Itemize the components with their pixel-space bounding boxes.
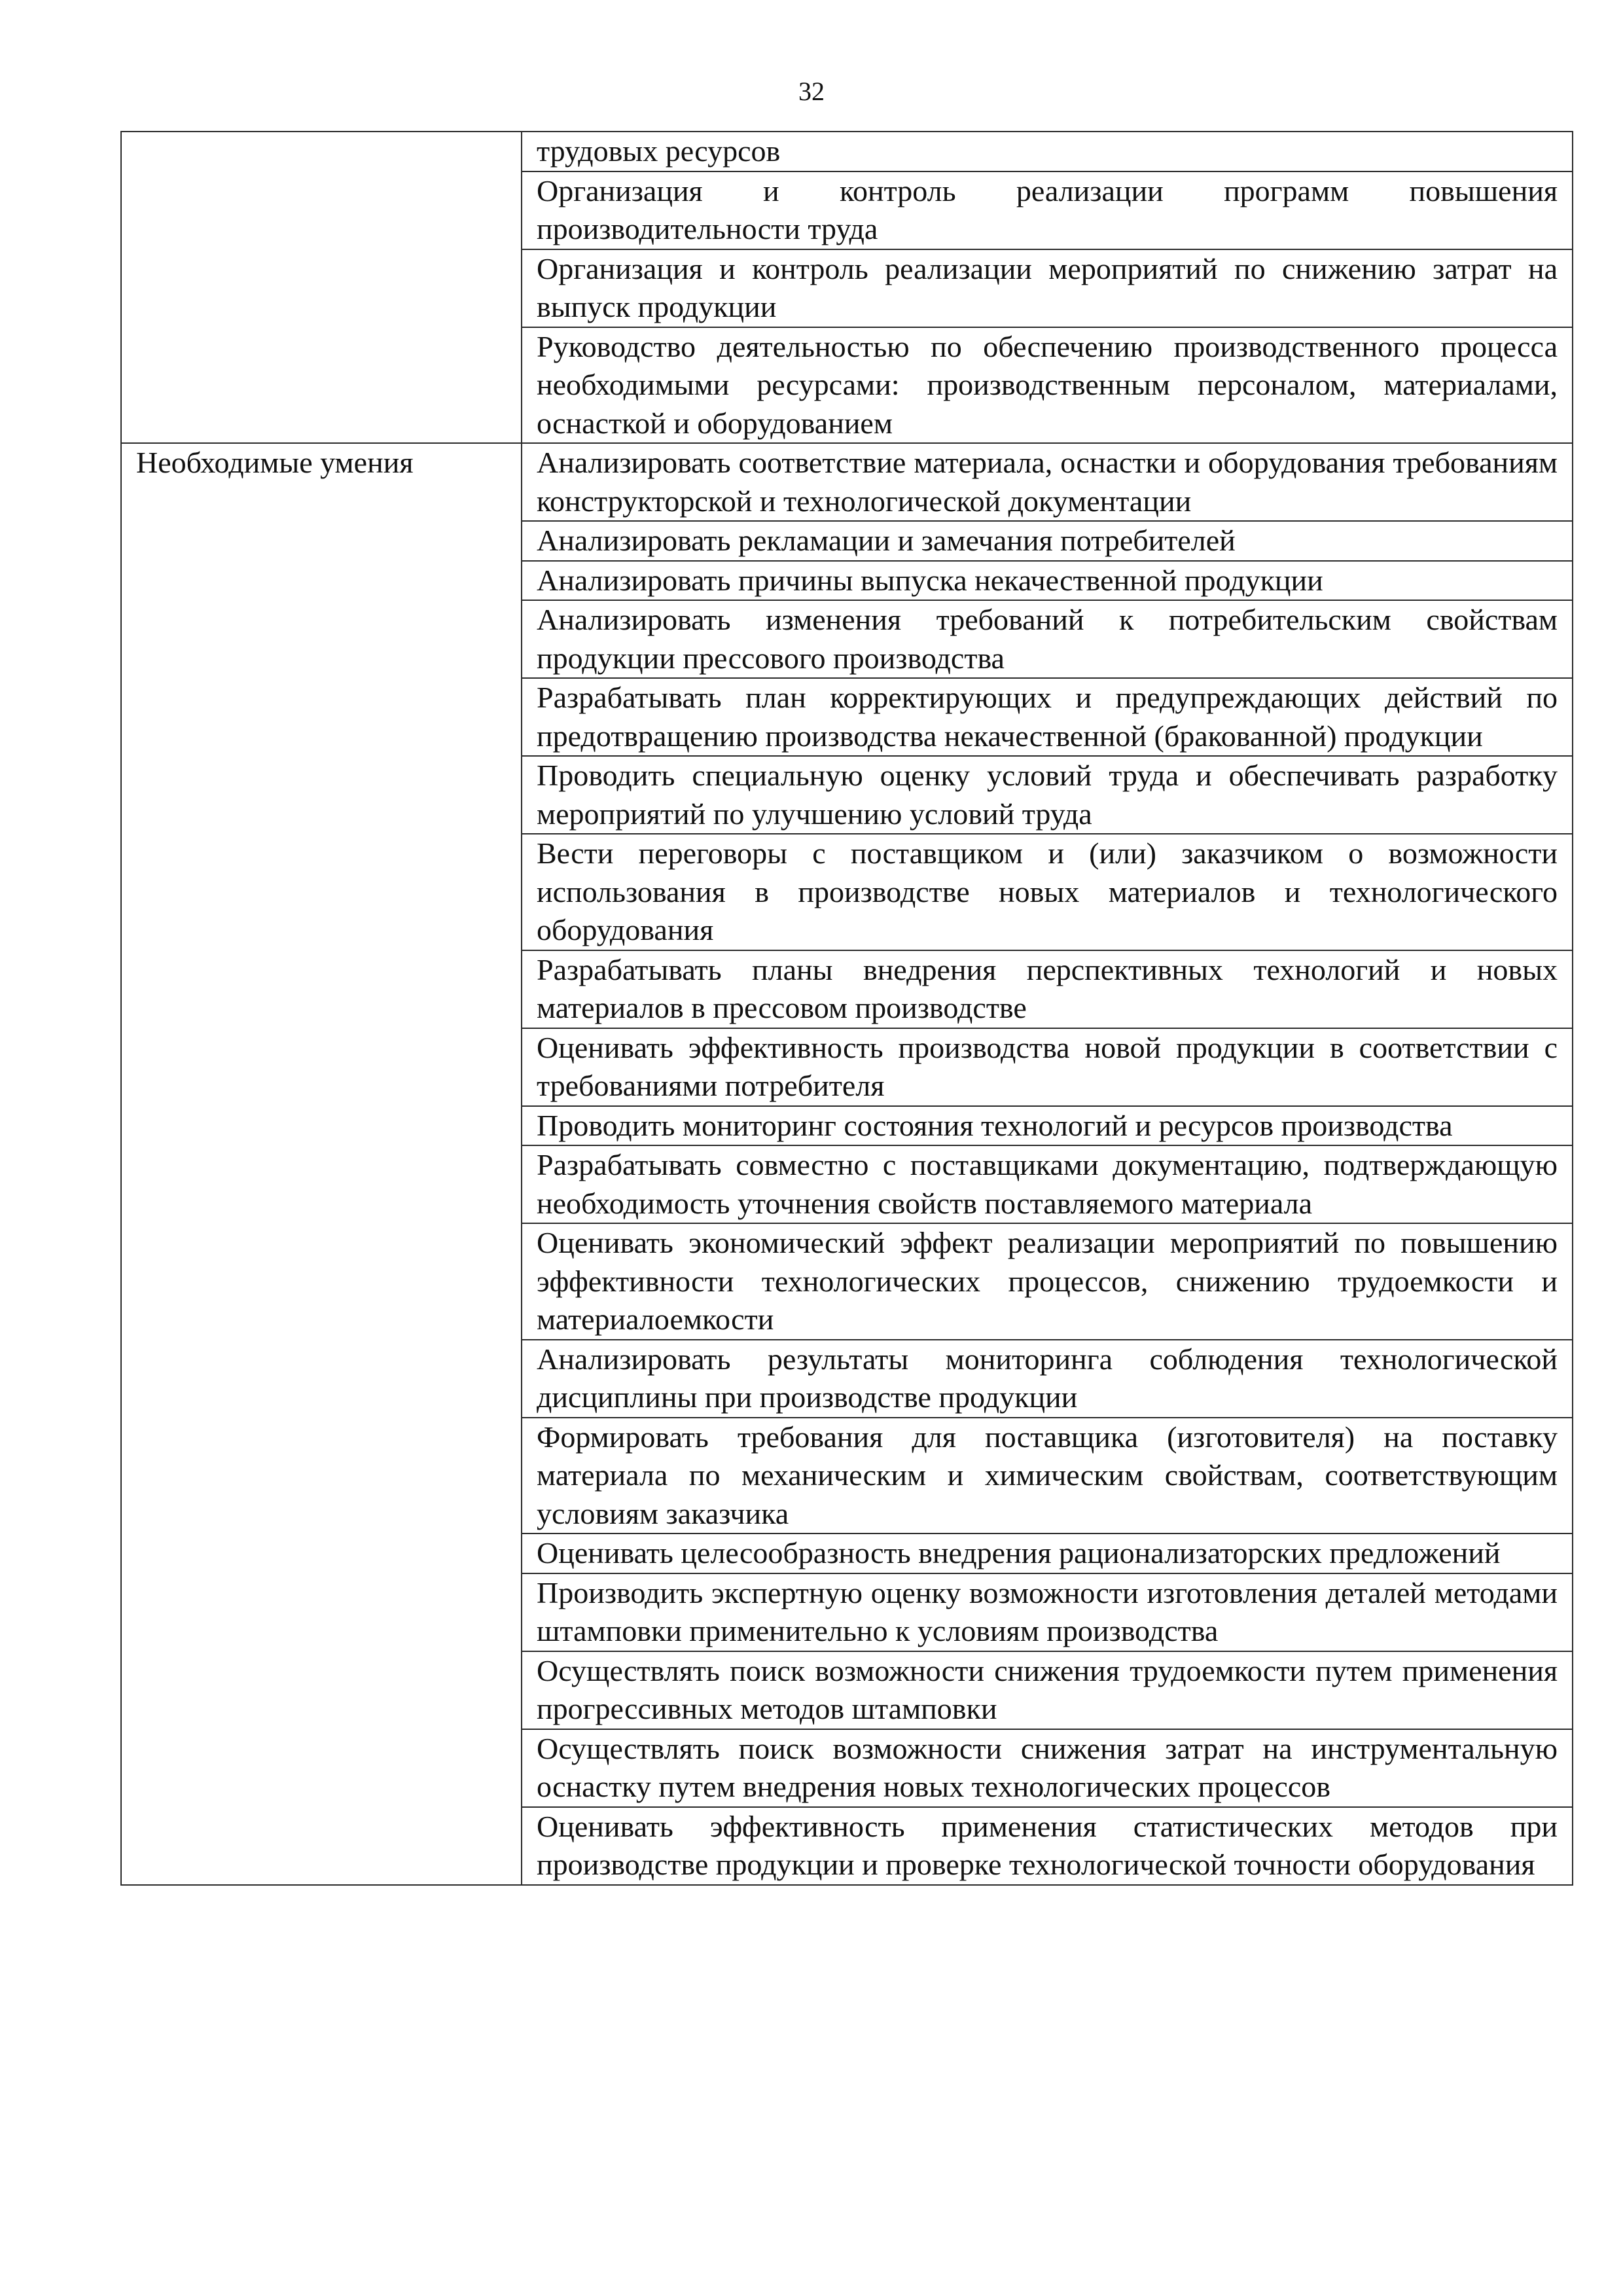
table-cell-item: трудовых ресурсов xyxy=(522,132,1573,171)
table-cell-item: Руководство деятельностью по обеспечению производственного процесса необходимыми ресурсами: производственным персоналом, материалами, оснасткой и оборудованием xyxy=(522,327,1573,444)
table-cell-item: Формировать требования для поставщика (изготовителя) на поставку материала по механическим и химическим свойствам, соответствующим условиям заказчика xyxy=(522,1418,1573,1534)
table-cell-item: Анализировать рекламации и замечания потребителей xyxy=(522,521,1573,561)
table-cell-item: Осуществлять поиск возможности снижения трудоемкости путем применения прогрессивных методов штамповки xyxy=(522,1651,1573,1729)
table-cell-item: Производить экспертную оценку возможности изготовления деталей методами штамповки применительно к условиям производства xyxy=(522,1573,1573,1651)
table-cell-item: Проводить специальную оценку условий труда и обеспечивать разработку мероприятий по улучшению условий труда xyxy=(522,756,1573,834)
table-cell-item: Анализировать причины выпуска некачественной продукции xyxy=(522,561,1573,601)
table-cell-item: Анализировать результаты мониторинга соблюдения технологической дисциплины при производстве продукции xyxy=(522,1340,1573,1418)
table-cell-item: Анализировать изменения требований к потребительским свойствам продукции прессового производства xyxy=(522,600,1573,678)
table-cell-item: Проводить мониторинг состояния технологий и ресурсов производства xyxy=(522,1106,1573,1146)
table-cell-item: Оценивать эффективность применения статистических методов при производстве продукции и проверке технологической точности оборудования xyxy=(522,1807,1573,1885)
table-cell-item: Вести переговоры с поставщиком и (или) заказчиком о возможности использования в производстве новых материалов и технологического оборудования xyxy=(522,834,1573,950)
table-cell-item: Разрабатывать план корректирующих и предупреждающих действий по предотвращению производства некачественной (бракованной) продукции xyxy=(522,678,1573,756)
competency-table xyxy=(120,131,1573,1886)
table-cell-item: Осуществлять поиск возможности снижения затрат на инструментальную оснастку путем внедрения новых технологических процессов xyxy=(522,1729,1573,1807)
table-cell-item: Оценивать эффективность производства новой продукции в соответствии с требованиями потребителя xyxy=(522,1028,1573,1106)
page-number: 32 xyxy=(798,77,825,106)
row-group-label: Необходимые умения xyxy=(121,443,522,1885)
row-group-label xyxy=(121,132,522,443)
table-cell-item: Организация и контроль реализации программ повышения производительности труда xyxy=(522,171,1573,249)
table-cell-item: Разрабатывать совместно с поставщиками документацию, подтверждающую необходимость уточнения свойств поставляемого материала xyxy=(522,1145,1573,1223)
table-row xyxy=(121,132,1573,171)
table-cell-item: Анализировать соответствие материала, оснастки и оборудования требованиям конструкторской и технологической документации xyxy=(522,443,1573,521)
table-row xyxy=(121,443,1573,521)
table-cell-item: Оценивать экономический эффект реализации мероприятий по повышению эффективности технологических процессов, снижению трудоемкости и материалоемкости xyxy=(522,1223,1573,1340)
table-cell-item: Организация и контроль реализации мероприятий по снижению затрат на выпуск продукции xyxy=(522,249,1573,327)
table-cell-item: Оценивать целесообразность внедрения рационализаторских предложений xyxy=(522,1534,1573,1573)
table-body xyxy=(121,132,1573,1885)
table-cell-item: Разрабатывать планы внедрения перспективных технологий и новых материалов в прессовом производстве xyxy=(522,950,1573,1028)
